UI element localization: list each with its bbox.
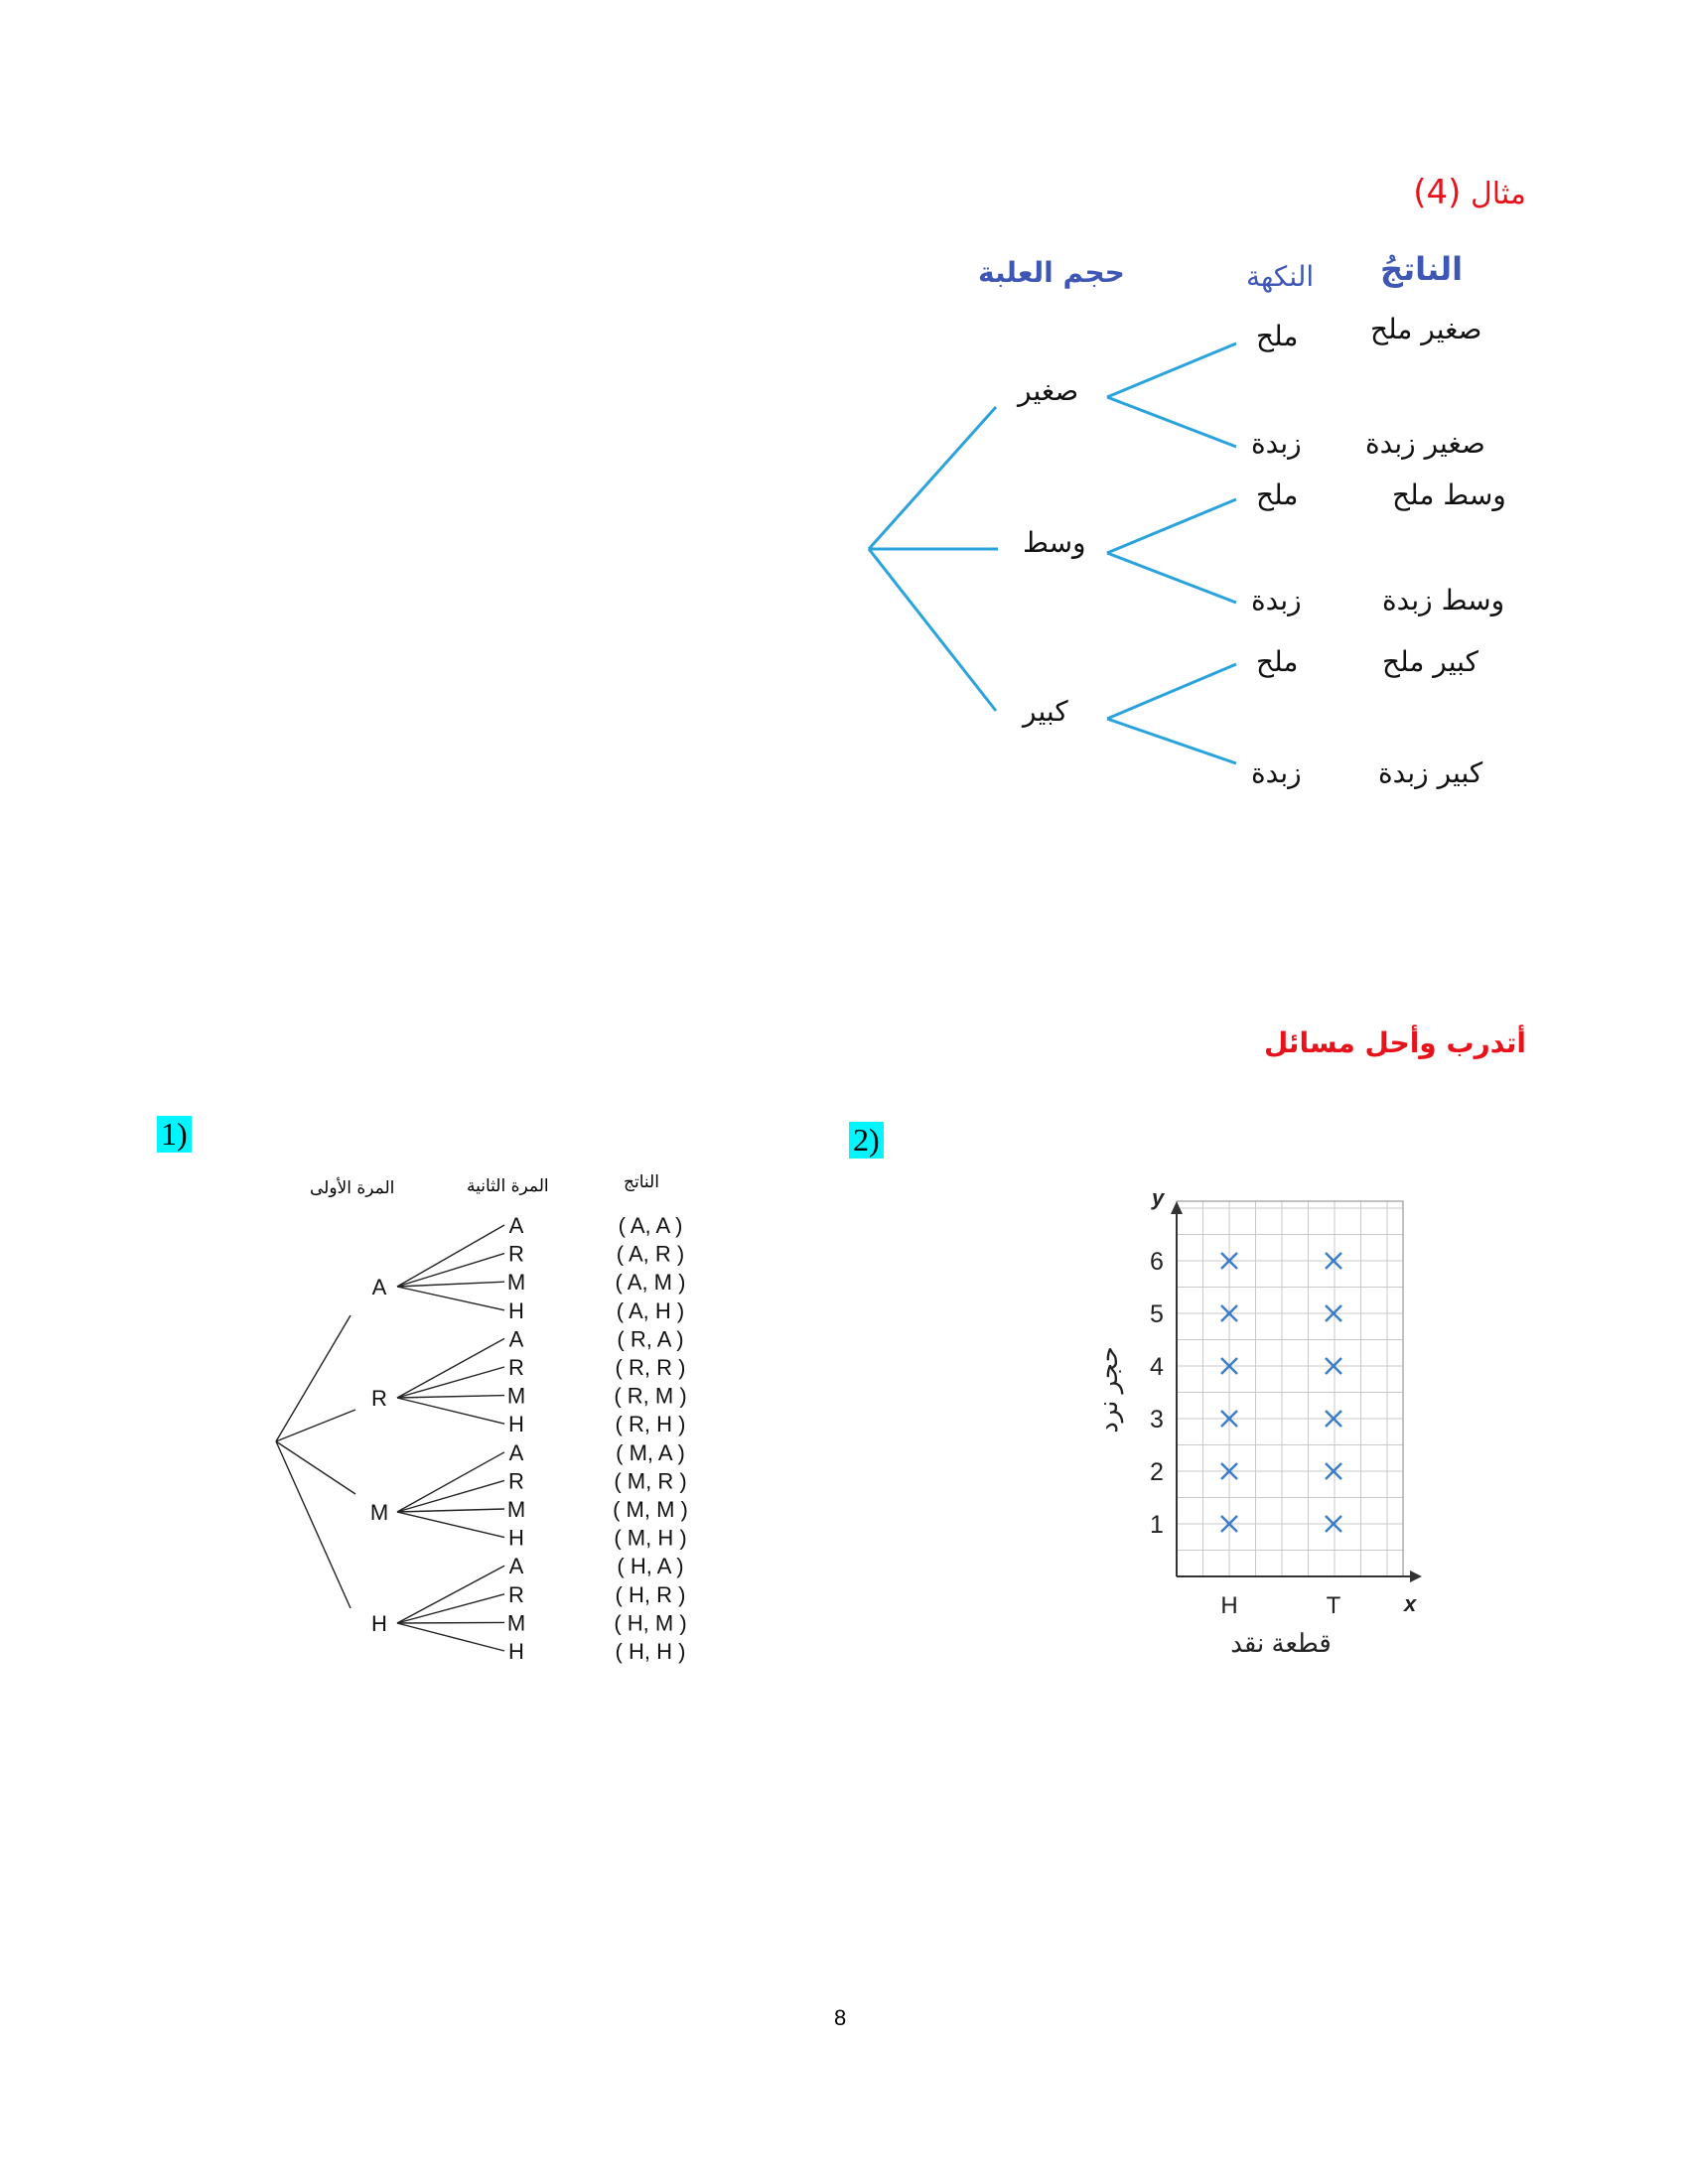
size-medium: وسط xyxy=(1023,526,1086,559)
p1-result-15: ( H, H ) xyxy=(615,1639,686,1664)
p1-result-3: ( A, H ) xyxy=(616,1297,685,1323)
p1-second-7: H xyxy=(508,1412,524,1437)
p2-y-tick-5: 5 xyxy=(1150,1300,1164,1328)
flavor-5: ملح xyxy=(1256,645,1299,678)
p1-result-13: ( H, R ) xyxy=(615,1581,686,1607)
flavor-1: ملح xyxy=(1256,320,1299,352)
p2-grid xyxy=(1177,1201,1403,1576)
p1-first-R: R xyxy=(371,1386,387,1411)
p1-result-4: ( R, A ) xyxy=(617,1326,684,1352)
p1-second-10: M xyxy=(506,1497,526,1522)
p2-y-tick-3: 3 xyxy=(1150,1406,1164,1433)
p1-second-2: M xyxy=(506,1270,526,1296)
p1-second-14: M xyxy=(506,1610,526,1636)
practice-title: أتدرب وأحل مسائل xyxy=(1263,1026,1526,1059)
flavor-3: ملح xyxy=(1256,478,1299,511)
p1-result-9: ( M, R ) xyxy=(614,1468,687,1494)
header-flavor: النكهة xyxy=(1246,260,1315,293)
p1-second-0: A xyxy=(508,1213,524,1238)
p1-second-13: R xyxy=(508,1581,524,1607)
p2-x-tick-H: H xyxy=(1220,1592,1238,1619)
p1-second-6: M xyxy=(506,1383,526,1409)
p2-y-tick-6: 6 xyxy=(1150,1248,1164,1276)
p1-header-first: المرة الأولى xyxy=(310,1178,395,1198)
p1-result-8: ( M, A ) xyxy=(616,1439,685,1465)
p2-x-axis-letter: x xyxy=(1404,1591,1417,1616)
header-size: حجم العلبة xyxy=(978,256,1125,289)
p1-result-5: ( R, R ) xyxy=(615,1355,686,1380)
p1-result-12: ( H, A ) xyxy=(617,1554,684,1579)
p1-second-4: A xyxy=(508,1326,524,1352)
flavor-2: زبدة xyxy=(1251,427,1302,460)
p2-y-tick-4: 4 xyxy=(1150,1353,1164,1381)
p1-result-10: ( M, M ) xyxy=(613,1497,688,1522)
p1-first-M: M xyxy=(369,1500,389,1525)
p1-second-1: R xyxy=(508,1241,524,1267)
p1-result-14: ( H, M ) xyxy=(614,1610,687,1636)
p2-y-tick-2: 2 xyxy=(1150,1458,1164,1486)
p1-second-12: A xyxy=(508,1554,524,1579)
p1-result-0: ( A, A ) xyxy=(618,1213,683,1238)
size-small: صغير xyxy=(1018,374,1079,407)
flavor-4: زبدة xyxy=(1251,584,1302,616)
p1-result-11: ( M, H ) xyxy=(614,1525,687,1551)
p1-result-6: ( R, M ) xyxy=(614,1383,687,1409)
p1-result-1: ( A, R ) xyxy=(616,1241,685,1267)
result-4: وسط زبدة xyxy=(1382,584,1505,616)
flavor-6: زبدة xyxy=(1251,756,1302,789)
size-large: كبير xyxy=(1023,695,1068,728)
result-1: صغير ملح xyxy=(1370,313,1482,345)
example-number: (4) xyxy=(1413,173,1462,212)
p1-second-9: R xyxy=(508,1468,524,1494)
result-2: صغير زبدة xyxy=(1365,427,1485,460)
example-label: مثال xyxy=(1470,177,1526,211)
p1-result-7: ( R, H ) xyxy=(615,1412,686,1437)
p1-second-11: H xyxy=(508,1525,524,1551)
problem-2-marker: 2) xyxy=(849,1122,884,1159)
header-result: الناتجُ xyxy=(1380,250,1464,288)
p2-y-tick-1: 1 xyxy=(1150,1511,1164,1539)
result-3: وسط ملح xyxy=(1392,478,1506,511)
p1-second-15: H xyxy=(508,1639,524,1664)
p2-y-label: حجر نرد xyxy=(1093,1346,1123,1433)
p2-x-arrow xyxy=(1410,1570,1422,1582)
p1-result-2: ( A, M ) xyxy=(615,1270,686,1296)
result-5: كبير ملح xyxy=(1382,645,1478,678)
p1-header-second: المرة الثانية xyxy=(467,1176,549,1196)
p1-second-8: A xyxy=(508,1439,524,1465)
p1-header-result: الناتج xyxy=(624,1172,659,1192)
p2-y-axis-letter: y xyxy=(1152,1185,1165,1210)
p2-x-tick-T: T xyxy=(1326,1592,1341,1619)
p1-second-5: R xyxy=(508,1355,524,1380)
p2-x-label: قطعة نقد xyxy=(1230,1628,1332,1658)
p1-second-3: H xyxy=(508,1297,524,1323)
problem-1-marker: 1) xyxy=(157,1116,192,1153)
page-number: 8 xyxy=(834,2005,847,2030)
p1-first-A: A xyxy=(371,1275,387,1299)
p1-first-H: H xyxy=(371,1611,387,1636)
result-6: كبير زبدة xyxy=(1378,756,1483,789)
